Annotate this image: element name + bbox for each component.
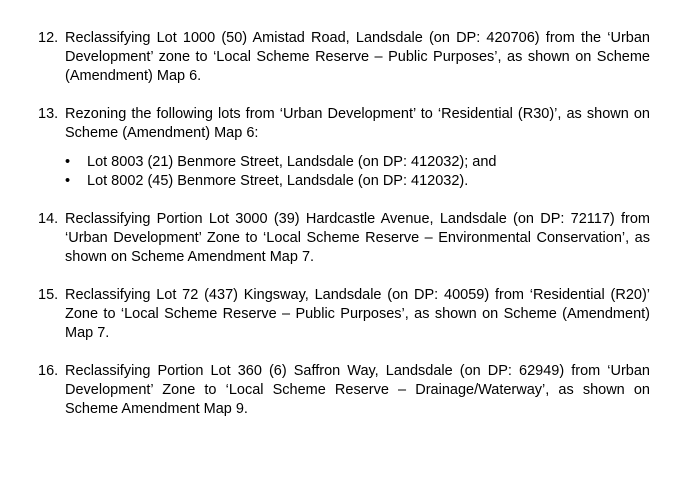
bullet-icon: •: [65, 173, 71, 189]
list-item-14: [38, 210, 650, 267]
item-number: 15.: [38, 287, 59, 303]
item-text: Reclassifying Lot 72 (437) Kingsway, Landsdale (on DP: 40059) from ‘Residential (R20)’ Zone to ‘Local Scheme Reserve – Public Purposes’, as shown on Scheme (Amendment) Map 7.: [65, 287, 650, 341]
list-item-13: [38, 105, 650, 143]
list-item-16: [38, 362, 650, 419]
sub-bullet-item: [38, 172, 650, 191]
list-item-12: [38, 29, 650, 86]
item-number: 12.: [38, 30, 59, 46]
item-text: Reclassifying Portion Lot 360 (6) Saffron Way, Landsdale (on DP: 62949) from ‘Urban Development’ Zone to ‘Local Scheme Reserve – Drainage/Waterway’, as shown on Scheme Amendment Map 9.: [65, 363, 650, 417]
sub-bullet-item: [38, 153, 650, 172]
item-number: 14.: [38, 211, 59, 227]
item-number: 13.: [38, 106, 59, 122]
item-text: Reclassifying Portion Lot 3000 (39) Hardcastle Avenue, Landsdale (on DP: 72117) from ‘Urban Development’ Zone to ‘Local Scheme Reserve – Environmental Conservation’, as shown on Scheme Amendment Map 7.: [65, 211, 650, 265]
sub-bullet-list: [38, 153, 650, 191]
item-text: Rezoning the following lots from ‘Urban Development’ to ‘Residential (R30)’, as shown on Scheme (Amendment) Map 6:: [65, 106, 650, 141]
item-number: 16.: [38, 363, 59, 379]
list-item-15: [38, 286, 650, 343]
bullet-icon: •: [65, 154, 71, 170]
bullet-text: Lot 8002 (45) Benmore Street, Landsdale (on DP: 412032).: [87, 173, 469, 189]
item-text: Reclassifying Lot 1000 (50) Amistad Road, Landsdale (on DP: 420706) from the ‘Urban Development’ zone to ‘Local Scheme Reserve – Public Purposes’, as shown on Scheme (Amendment) Map 6.: [65, 30, 650, 84]
bullet-text: Lot 8003 (21) Benmore Street, Landsdale (on DP: 412032); and: [87, 154, 497, 170]
